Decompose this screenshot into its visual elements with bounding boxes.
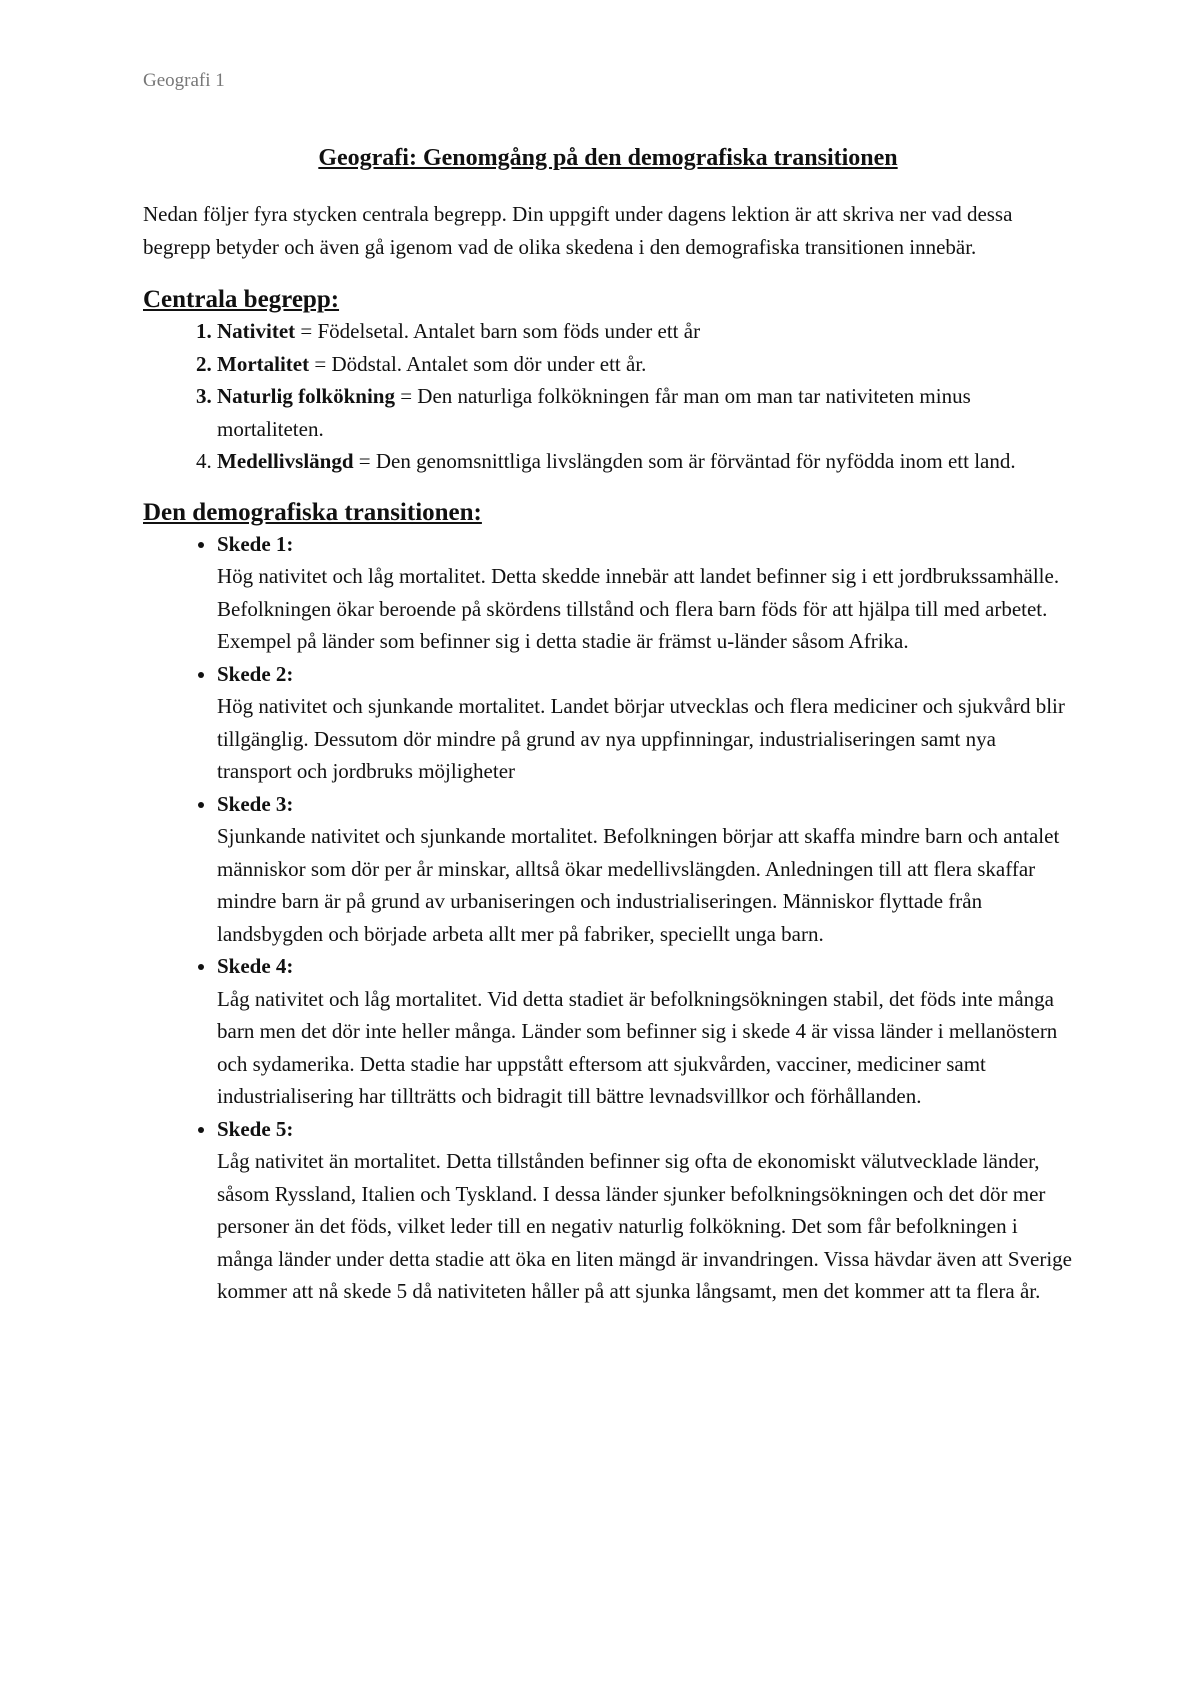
concept-term: Mortalitet [217, 351, 310, 376]
stage-item [217, 788, 1073, 951]
concepts-heading: Centrala begrepp: [143, 286, 340, 313]
page-header: Geografi 1 [143, 70, 225, 91]
concept-definition: = Den genomsnittliga livslängden som är förväntad för nyfödda inom ett land. [353, 449, 1016, 473]
stage-text: Hög nativitet och låg mortalitet. Detta skedde innebär att landet befinner sig i ett jordbrukssamhälle. Befolkningen ökar beroende på skördens tillstånd och flera barn föds för att hjälpa till med arbetet. Exempel på länder som befinner sig i detta stadie är främst u-länder såsom Afrika. [217, 564, 1060, 653]
stages-list [143, 528, 1073, 1308]
stage-text: Låg nativitet och låg mortalitet. Vid detta stadiet är befolkningsökningen stabil, det föds inte många barn men det dör inte heller många. Länder som befinner sig i skede 4 är vissa länder i mellanöstern och sydamerika. Detta stadie har uppstått eftersom att sjukvården, vacciner, mediciner samt industrialisering har tillträtts och bidragit till bättre levnadsvillkor och förhållanden. [217, 986, 1058, 1108]
stage-item [217, 950, 1073, 1113]
document-title: Geografi: Genomgång på den demografiska transitionen [318, 145, 898, 171]
intro-paragraph: Nedan följer fyra stycken centrala begrepp. Din uppgift under dagens lektion är att skriva ner vad dessa begrepp betyder och även gå igenom vad de olika skedena i den demografiska transitionen innebär. [143, 202, 1013, 259]
concept-item [217, 380, 1073, 445]
concept-term: Naturlig folkökning [217, 384, 395, 408]
concept-item [217, 445, 1073, 478]
stage-name: • Skede 3: [217, 791, 294, 816]
concept-item [217, 315, 1073, 348]
stage-item [217, 658, 1073, 788]
stage-text: Hög nativitet och sjunkande mortalitet. Landet börjar utvecklas och flera mediciner och sjukvård blir tillgänglig. Dessutom dör mindre på grund av nya uppfinningar, industrialiseringen samt nya transport och jordbruks möjligheter [217, 694, 1065, 783]
concept-item [217, 348, 1073, 381]
stage-name: • Skede 5: [217, 1116, 294, 1141]
concept-definition: = Den naturliga folkökningen får man om man tar nativiteten minus mortaliteten. [217, 384, 971, 441]
stage-item [217, 1113, 1073, 1308]
stage-text: Låg nativitet än mortalitet. Detta tillstånden befinner sig ofta de ekonomiskt välutvecklade länder, såsom Ryssland, Italien och Tyskland. I dessa länder sjunker befolkningsökningen och det dör mer personer än det föds, vilket leder till en negativ naturlig folkökning. Det som får befolkningen i många länder under detta stadie att öka en liten mängd är invandringen. Vissa hävdar även att Sverige kommer att nå skede 5 då nativiteten håller på att sjunka långsamt, men det kommer att ta flera år. [217, 1149, 1072, 1303]
concept-definition: = Födelsetal. Antalet barn som föds under ett år [295, 319, 701, 343]
transition-heading: Den demografiska transitionen: [143, 498, 482, 526]
concept-term: Nativitet [217, 319, 296, 343]
stage-text: Sjunkande nativitet och sjunkande mortalitet. Befolkningen börjar att skaffa mindre barn och antalet människor som dör per år minskar, alltså ökar medellivslängden. Anledningen till att flera skaffar mindre barn är på grund av urbaniseringen och industrialiseringen. Människor flyttade från landsbygden och började arbeta allt mer på fabriker, speciellt unga barn. [217, 824, 1060, 946]
stage-item [217, 528, 1073, 658]
concept-term: Medellivslängd [217, 449, 354, 473]
document-body [143, 142, 1073, 1308]
concepts-list [143, 315, 1073, 478]
stage-name: • Skede 4: [217, 954, 294, 978]
stage-name: • Skede 2: [217, 661, 294, 686]
stage-name: • Skede 1: [217, 531, 294, 556]
concept-definition: = Dödstal. Antalet som dör under ett år. [309, 351, 647, 376]
